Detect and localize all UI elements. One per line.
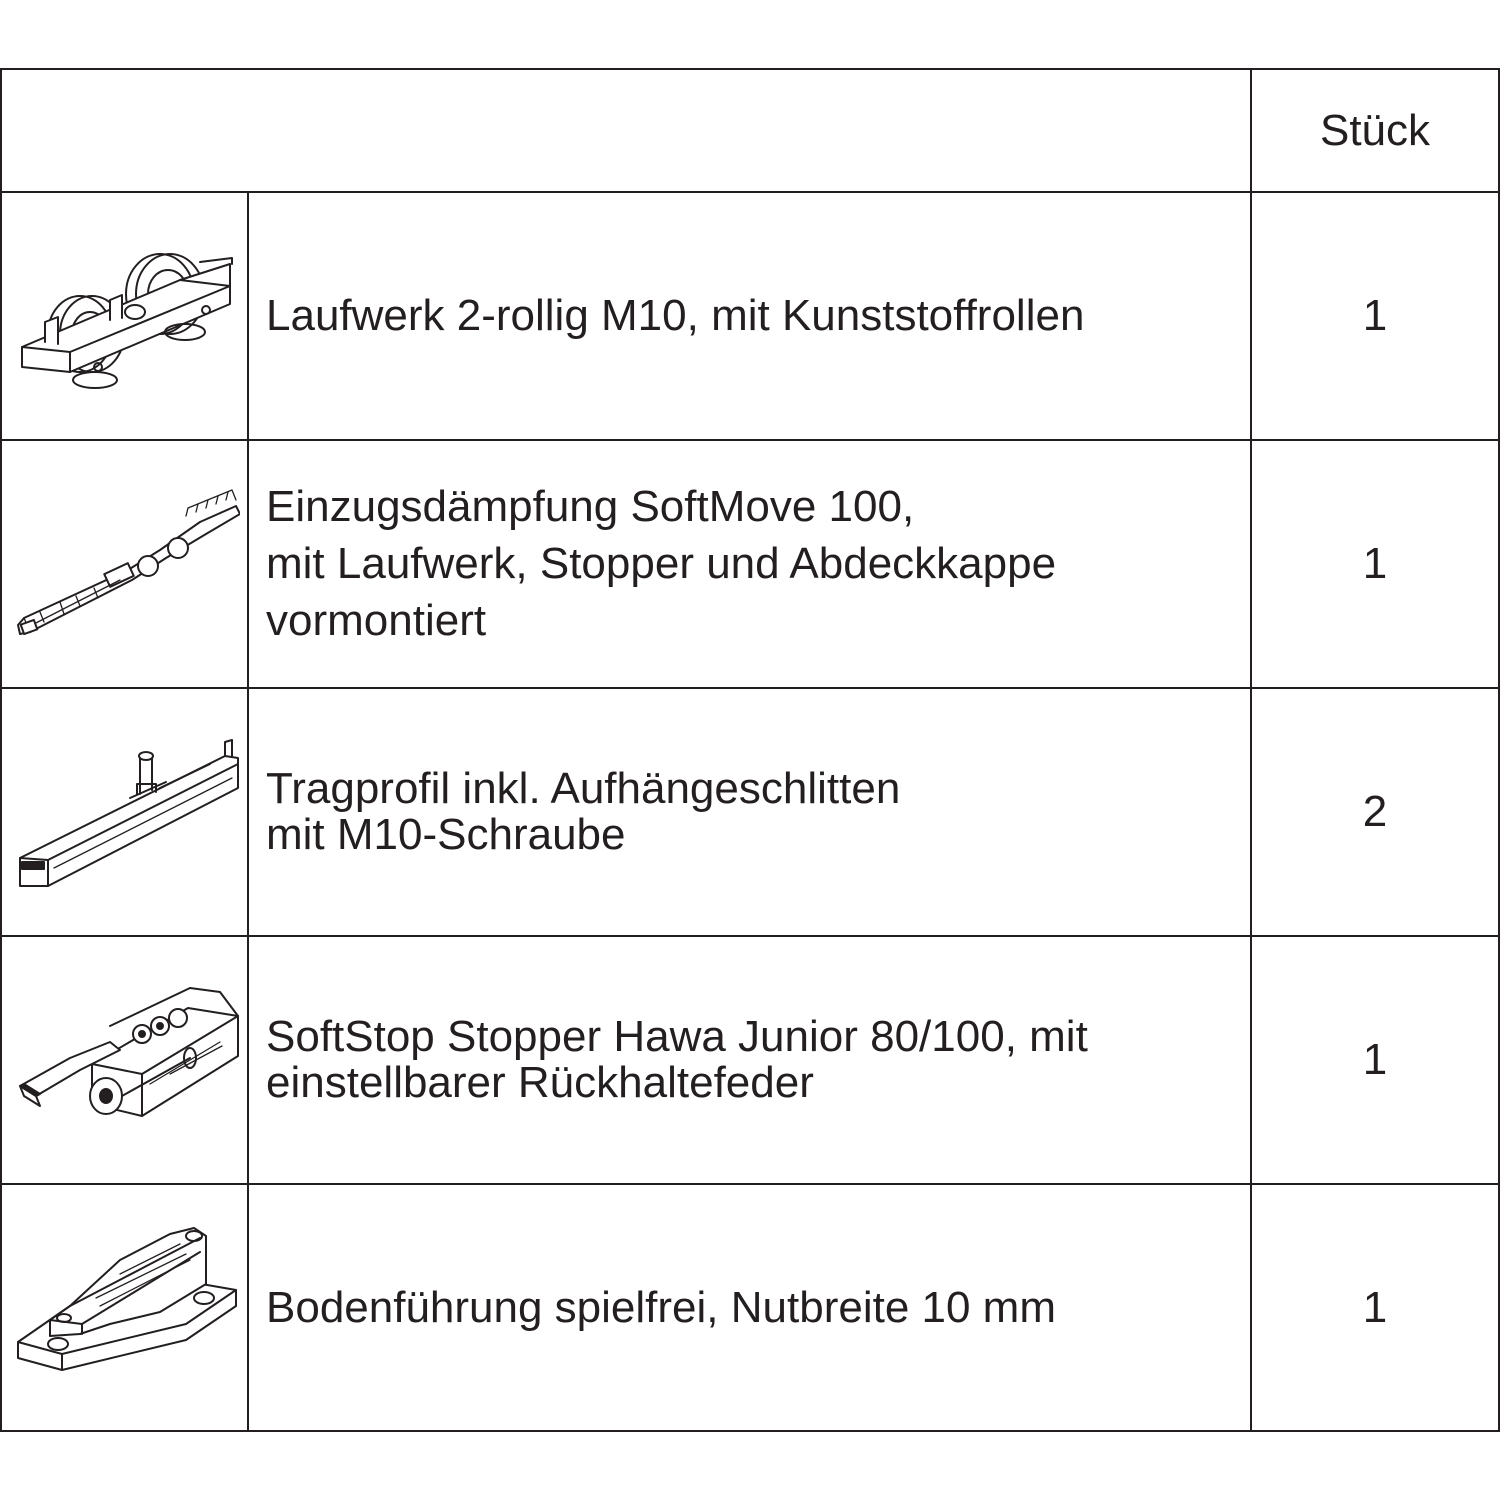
part-quantity: 1 — [1362, 538, 1388, 588]
table-row — [0, 688, 1500, 935]
part-description-cell — [266, 1184, 1236, 1431]
table-row — [0, 440, 1500, 687]
part-description — [266, 478, 1056, 649]
description-line: einstellbarer Rückhaltefeder — [266, 1057, 814, 1107]
part-image-cell — [2, 690, 248, 935]
part-description — [266, 287, 1084, 344]
description-line: SoftStop Stopper Hawa Junior 80/100, mit — [266, 1011, 1088, 1061]
support-profile-icon — [10, 698, 240, 928]
description-line: vormontiert — [266, 596, 487, 645]
description-line: Tragprofil inkl. Aufhängeschlitten — [266, 763, 901, 813]
part-image-cell — [2, 442, 248, 687]
description-line: mit M10-Schraube — [266, 809, 626, 859]
part-image-cell — [2, 938, 248, 1183]
part-description — [266, 763, 901, 859]
part-quantity: 1 — [1362, 290, 1388, 340]
table-row — [0, 192, 1500, 439]
part-description-cell — [266, 936, 1236, 1183]
part-description — [266, 1279, 1056, 1336]
description-line: Einzugsdämpfung SoftMove 100, — [266, 482, 915, 531]
part-description-cell — [266, 688, 1236, 935]
part-quantity: 1 — [1362, 1282, 1388, 1332]
table-row — [0, 1184, 1500, 1431]
part-description-cell — [266, 192, 1236, 439]
part-description-cell — [266, 440, 1236, 687]
description-line: Bodenführung spielfrei, Nutbreite 10 mm — [266, 1283, 1056, 1332]
part-image-cell — [2, 194, 248, 439]
part-quantity: 2 — [1362, 786, 1388, 836]
part-image-cell — [2, 1186, 248, 1431]
floor-guide-icon — [10, 1194, 240, 1424]
softstop-stopper-icon — [10, 946, 240, 1176]
part-description — [266, 1011, 1088, 1107]
description-line: mit Laufwerk, Stopper und Abdeckkappe — [266, 539, 1057, 588]
description-line: Laufwerk 2-rollig M10, mit Kunststoffrollen — [266, 291, 1085, 340]
part-quantity: 1 — [1362, 1034, 1388, 1084]
table-row — [0, 936, 1500, 1183]
roller-carriage-icon — [10, 202, 240, 432]
qty-column-header: Stück — [1319, 105, 1431, 155]
softmove-damper-icon — [10, 450, 240, 680]
